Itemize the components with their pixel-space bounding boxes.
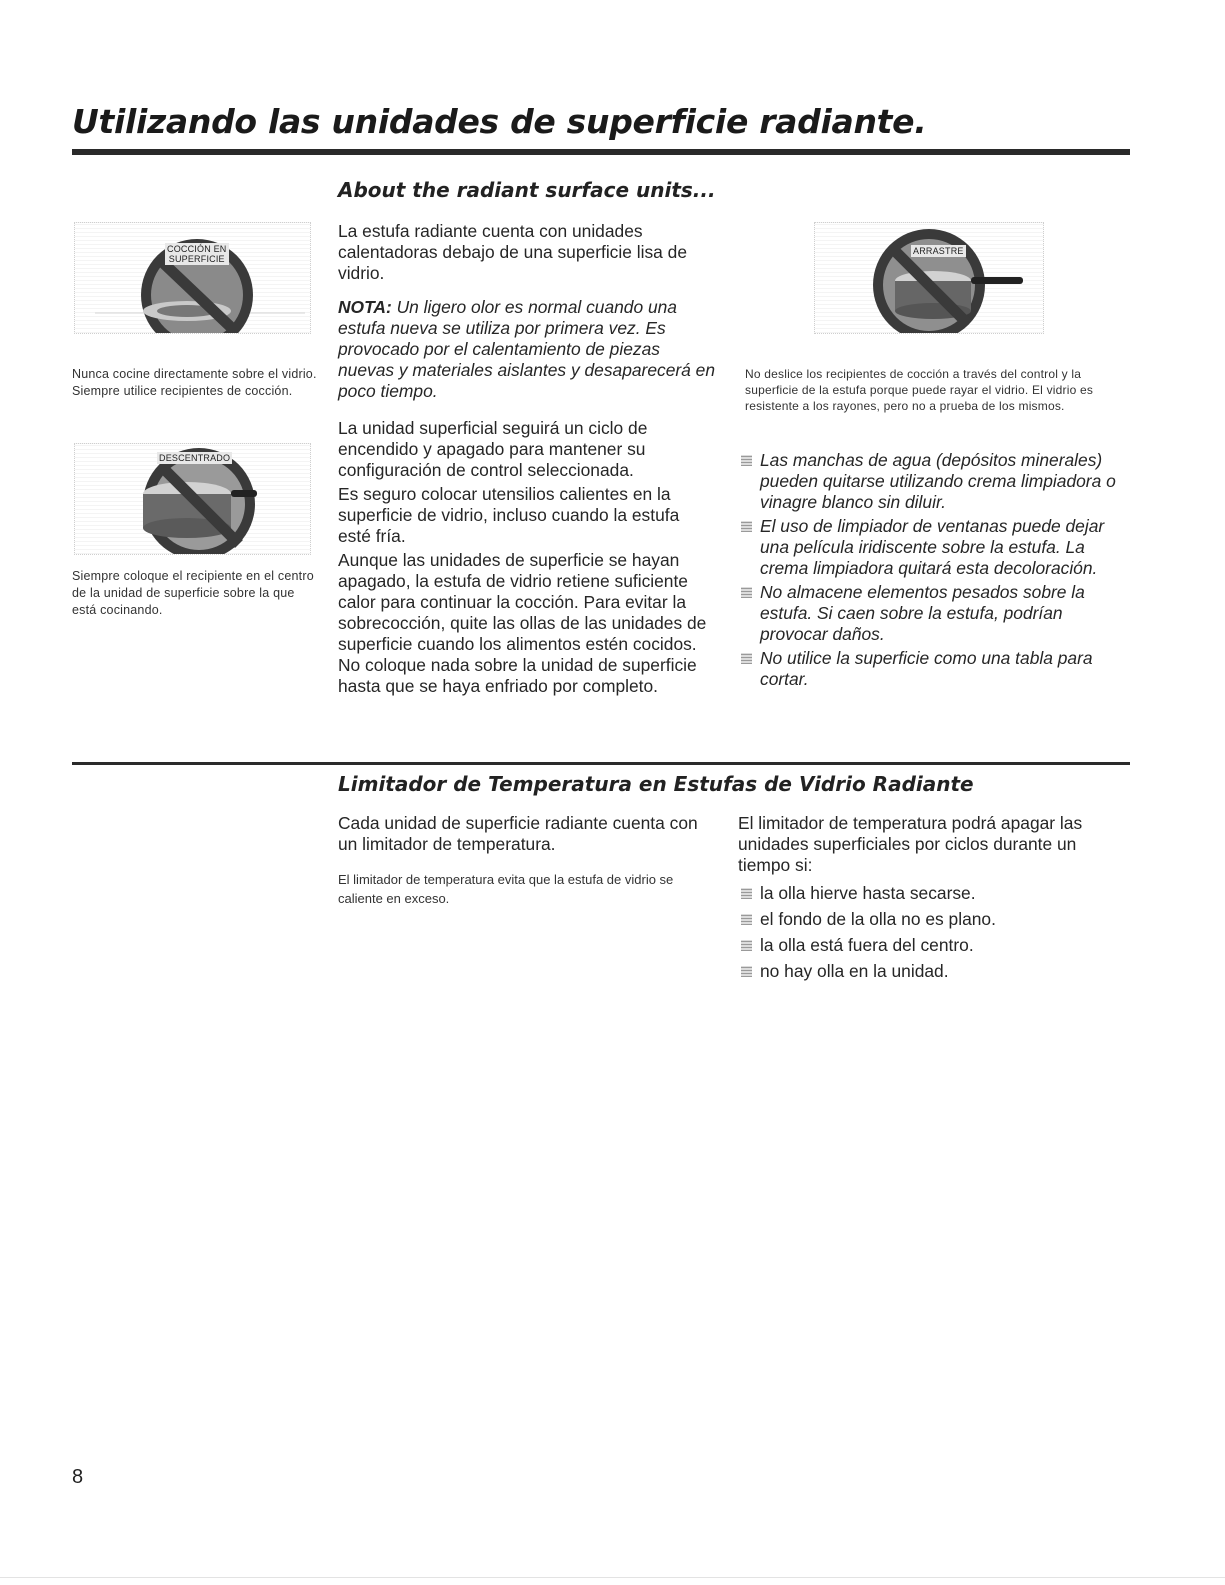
illustration-caption: Nunca cocine directamente sobre el vidrio. Siempre utilice recipientes de cocción. <box>72 367 317 398</box>
illustration-surface-cooking <box>74 222 311 334</box>
paragraph: Es seguro colocar utensilios calientes en la superficie de vidrio, incluso cuando la estufa esté fría. <box>338 484 680 546</box>
list-item: el fondo de la olla no es plano. <box>738 909 1118 930</box>
paragraph: La unidad superficial seguirá un ciclo de encendido y apagado para mantener su configuración de control seleccionada. <box>338 418 648 480</box>
title-divider <box>72 149 1130 155</box>
bullet-square-icon <box>741 940 752 951</box>
paragraph: La estufa radiante cuenta con unidades calentadoras debajo de una superficie lisa de vidrio. <box>338 221 688 283</box>
illustration-label: COCCIÓN EN SUPERFICIE <box>167 244 227 264</box>
paragraph: El limitador de temperatura podrá apagar las unidades superficiales por ciclos durante un tiempo si: <box>738 813 1083 875</box>
no-sliding-pot-icon <box>815 223 1043 333</box>
bullet-square-icon <box>741 587 752 598</box>
section-divider <box>72 762 1130 765</box>
section-heading-temperature-limiter: Limitador de Temperatura en Estufas de Vidrio Radiante <box>338 772 974 796</box>
illustration-label: ARRASTRE <box>913 246 964 256</box>
list-item: No utilice la superficie como una tabla para cortar. <box>738 648 1123 690</box>
section-heading-radiant-units: About the radiant surface units... <box>338 178 716 202</box>
bullet-square-icon <box>741 653 752 664</box>
note-label: NOTA: <box>338 297 392 317</box>
paragraph: Aunque las unidades de superficie se hayan apagado, la estufa de vidrio retiene suficiente calor para continuar la cocción. Para evitar la sobrecocción, quite las ollas de las unidades de superficie cuando los alimentos estén cocidos. No coloque nada sobre la unidad de superficie hasta que se haya enfriado por completo. <box>338 550 707 696</box>
illustration-caption: No deslice los recipientes de cocción a través del control y la superficie de la estufa porque puede rayar el vidrio. El vidrio es resistente a los rayones, pero no a prueba de los mismos. <box>745 367 1094 413</box>
list-item: la olla está fuera del centro. <box>738 935 1118 956</box>
care-tips-list <box>738 450 1123 690</box>
bullet-square-icon <box>741 914 752 925</box>
no-surface-cooking-icon <box>75 223 310 333</box>
list-item: la olla hierve hasta secarse. <box>738 883 1118 904</box>
list-item: El uso de limpiador de ventanas puede dejar una película iridiscente sobre la estufa. La crema limpiadora quitará esta decoloración. <box>738 516 1123 579</box>
conditions-list <box>738 883 1118 982</box>
page-number: 8 <box>72 1466 84 1488</box>
illustration-off-center <box>74 443 311 555</box>
illustration-sliding <box>814 222 1044 334</box>
note-paragraph <box>338 297 718 402</box>
list-item: no hay olla en la unidad. <box>738 961 1118 982</box>
illustration-caption: Siempre coloque el recipiente en el centro de la unidad de superficie sobre la que está cocinando. <box>72 569 314 617</box>
paragraph: Cada unidad de superficie radiante cuenta con un limitador de temperatura. <box>338 813 698 854</box>
bullet-square-icon <box>741 888 752 899</box>
note-text: Un ligero olor es normal cuando una estufa nueva se utiliza por primera vez. Es provocado por el calentamiento de piezas nuevas y materiales aislantes y desaparecerá en poco tiempo. <box>338 297 716 401</box>
illustration-label: DESCENTRADO <box>159 453 231 463</box>
bullet-square-icon <box>741 966 752 977</box>
list-item: Las manchas de agua (depósitos minerales) pueden quitarse utilizando crema limpiadora o vinagre blanco sin diluir. <box>738 450 1123 513</box>
page-title: Utilizando las unidades de superficie radiante. <box>72 102 927 141</box>
bullet-square-icon <box>741 521 752 532</box>
list-item: No almacene elementos pesados sobre la estufa. Si caen sobre la estufa, podrían provocar daños. <box>738 582 1123 645</box>
bullet-square-icon <box>741 455 752 466</box>
small-note: El limitador de temperatura evita que la estufa de vidrio se caliente en exceso. <box>338 872 674 906</box>
bottom-edge-line <box>0 1577 1225 1578</box>
